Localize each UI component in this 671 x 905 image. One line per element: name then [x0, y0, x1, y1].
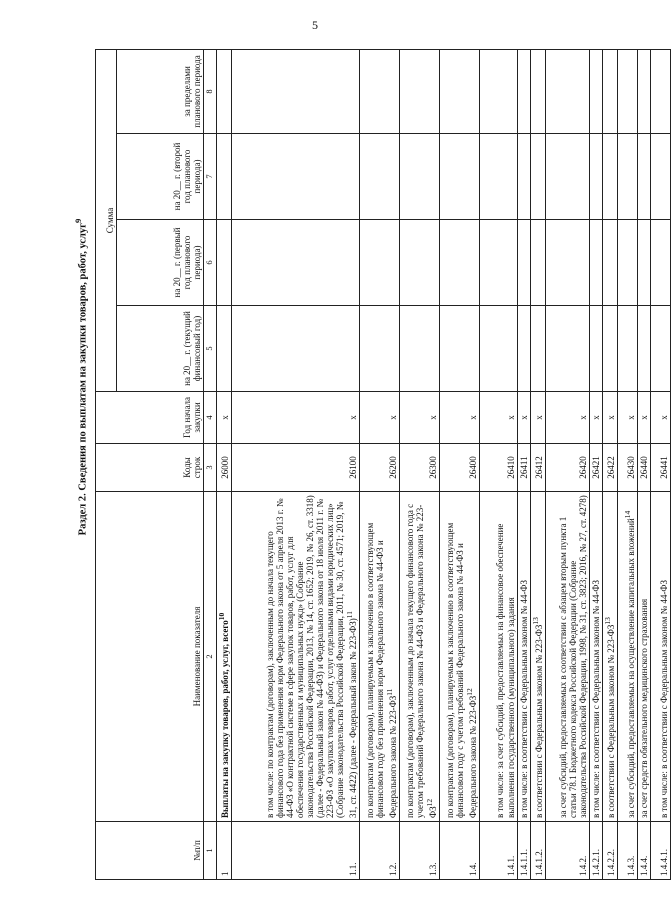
table-row	[637, 49, 650, 879]
row-name	[650, 492, 670, 822]
row-number: 1.3.	[399, 822, 439, 880]
row-year-mark: x	[545, 392, 589, 444]
row-name-text: за счет субсидий, предоставляемых в соответствии с абзацем вторым пункта 1 статьи 78.1 Бюджетного кодекса Российской Федерации (Собрание законодательства Российской Федерации, 1998, № 31, ст. 3823; 2016, № 27, ст. 4278)	[557, 495, 588, 818]
row-sum-cell	[650, 306, 670, 392]
row-code: 26000	[216, 444, 231, 492]
row-name-text: по контрактам (договорам), заключенным до начала текущего финансового года с учетом требований Федерального закона № 44-ФЗ и Федерального закона № 223-ФЗ	[405, 503, 438, 818]
row-name-text: по контрактам (договорам), планируемым к заключению в соответствующем финансовом году с учетом требований Федерального закона № 44-ФЗ и Федерального закона № 223-ФЗ	[445, 522, 478, 818]
row-year-mark: x	[231, 392, 359, 444]
row-name-text: в том числе: за счет субсидий, предоставляемых на финансовое обеспечение выполнения государственного (муниципального) задания	[495, 523, 516, 818]
row-name-text: в том числе: в соответствии с Федеральным законом № 44-ФЗ	[518, 579, 529, 818]
row-sum-cell	[650, 134, 670, 220]
row-number: 1.4.3.	[617, 822, 637, 880]
row-sum-cell	[530, 134, 545, 220]
row-sum-cell	[650, 49, 670, 133]
row-year-mark: x	[359, 392, 399, 444]
row-number: 1.4.4.	[637, 822, 650, 880]
row-code: 26441	[650, 444, 670, 492]
row-sum-cell	[231, 134, 359, 220]
row-name	[231, 492, 359, 822]
section-title	[73, 0, 89, 792]
column-number: 1	[204, 822, 217, 880]
row-name-text: за счет субсидий, предоставляемых на осуществление капитальных вложений	[625, 518, 636, 818]
row-year-mark: x	[517, 392, 530, 444]
row-sum-cell	[359, 306, 399, 392]
row-sum-cell	[439, 49, 479, 133]
row-sum-cell	[545, 49, 589, 133]
table-row	[439, 49, 479, 879]
row-code: 26300	[399, 444, 439, 492]
rotated-table-sheet	[73, 50, 669, 880]
section-title-text: Раздел 2. Сведения по выплатам на закупки товаров, работ, услуг	[77, 223, 89, 536]
row-number: 1.4.2.1.	[589, 822, 602, 880]
row-sum-cell	[399, 220, 439, 306]
row-name-text: в соответствии с Федеральным законом № 223-ФЗ	[533, 624, 544, 818]
row-name	[637, 492, 650, 822]
row-sum-cell	[589, 220, 602, 306]
column-number: 5	[204, 306, 217, 392]
row-name-text: по контрактам (договорам), планируемым к заключению в соответствующем финансовом году без применения норм Федерального закона № 44-ФЗ и Федерального закона № 223-ФЗ	[365, 522, 398, 818]
row-sum-cell	[359, 134, 399, 220]
row-code: 26100	[231, 444, 359, 492]
row-footnote: 14	[622, 510, 632, 519]
row-code: 26440	[637, 444, 650, 492]
row-number: 1.4.1.	[479, 822, 517, 880]
row-sum-cell	[545, 220, 589, 306]
table-row	[399, 49, 439, 879]
row-year-mark: x	[589, 392, 602, 444]
row-code: 26420	[545, 444, 589, 492]
row-year-mark: x	[399, 392, 439, 444]
page-number: 5	[312, 18, 318, 32]
row-sum-cell	[545, 134, 589, 220]
table-body	[216, 49, 670, 879]
row-year-mark: x	[602, 392, 617, 444]
row-name-text: в том числе: в соответствии с Федеральным законом № 44-ФЗ	[590, 579, 601, 818]
row-sum-cell	[359, 220, 399, 306]
row-sum-cell	[439, 220, 479, 306]
header-year: Год начала закупки	[96, 392, 204, 444]
row-sum-cell	[399, 306, 439, 392]
row-footnote: 12	[464, 688, 474, 696]
row-sum-cell	[602, 220, 617, 306]
row-year-mark: x	[216, 392, 231, 444]
table-row	[589, 49, 602, 879]
row-sum-cell	[359, 49, 399, 133]
purchases-table	[95, 49, 671, 880]
row-code: 26410	[479, 444, 517, 492]
row-name	[479, 492, 517, 822]
row-sum-cell	[650, 220, 670, 306]
table-row	[479, 49, 517, 879]
row-code: 26430	[617, 444, 637, 492]
row-name	[545, 492, 589, 822]
row-sum-cell	[216, 306, 231, 392]
column-number: 4	[204, 392, 217, 444]
table-row	[545, 49, 589, 879]
row-sum-cell	[517, 220, 530, 306]
row-sum-cell	[216, 134, 231, 220]
row-sum-cell	[589, 49, 602, 133]
row-year-mark: x	[617, 392, 637, 444]
row-sum-cell	[637, 306, 650, 392]
row-sum-cell	[439, 134, 479, 220]
table-row	[602, 49, 617, 879]
row-sum-cell	[517, 134, 530, 220]
row-name-text: Выплаты на закупку товаров, работ, услуг, всего	[219, 620, 230, 818]
row-sum-cell	[602, 134, 617, 220]
row-sum-cell	[479, 49, 517, 133]
section-title-footnote: 9	[73, 218, 83, 224]
row-sum-cell	[216, 220, 231, 306]
header-beyond-plan: за пределами планового периода	[117, 49, 204, 133]
row-sum-cell	[231, 220, 359, 306]
row-sum-cell	[530, 220, 545, 306]
header-current-year: на 20__ г. (текущий финансовый год)	[117, 306, 204, 392]
row-footnote: 12	[424, 798, 434, 807]
row-footnote: 13	[530, 617, 540, 625]
row-number: 1.4.4.1.	[650, 822, 670, 880]
column-number-row	[204, 49, 217, 879]
row-footnote: 10	[216, 612, 226, 621]
row-name	[399, 492, 439, 822]
row-sum-cell	[589, 306, 602, 392]
row-code: 26400	[439, 444, 479, 492]
row-name	[439, 492, 479, 822]
row-sum-cell	[602, 49, 617, 133]
row-sum-cell	[617, 220, 637, 306]
row-sum-cell	[617, 49, 637, 133]
header-num: №п/п	[96, 822, 204, 880]
row-sum-cell	[231, 306, 359, 392]
row-sum-cell	[530, 306, 545, 392]
row-number: 1.4.2.2.	[602, 822, 617, 880]
row-sum-cell	[399, 49, 439, 133]
row-name-text: в соответствии с Федеральным законом № 223-ФЗ	[605, 624, 616, 818]
row-year-mark: x	[637, 392, 650, 444]
row-number: 1	[216, 822, 231, 880]
column-number: 2	[204, 492, 217, 822]
row-sum-cell	[637, 134, 650, 220]
row-number: 1.4.	[439, 822, 479, 880]
header-name: Наименование показателя	[96, 492, 204, 822]
row-sum-cell	[545, 306, 589, 392]
row-sum-cell	[589, 134, 602, 220]
table-row	[530, 49, 545, 879]
row-sum-cell	[602, 306, 617, 392]
row-sum-cell	[530, 49, 545, 133]
row-sum-cell	[399, 134, 439, 220]
row-code: 26200	[359, 444, 399, 492]
row-sum-cell	[517, 49, 530, 133]
table-row	[650, 49, 670, 879]
row-sum-cell	[617, 306, 637, 392]
row-number: 1.2.	[359, 822, 399, 880]
table-row	[216, 49, 231, 879]
row-name	[530, 492, 545, 822]
row-code: 26412	[530, 444, 545, 492]
row-sum-cell	[517, 306, 530, 392]
header-code: Коды строк	[96, 444, 204, 492]
row-name-text: за счет средств обязательного медицинского страхования	[638, 598, 649, 818]
row-year-mark: x	[479, 392, 517, 444]
table-row	[231, 49, 359, 879]
row-sum-cell	[231, 49, 359, 133]
row-year-mark: x	[650, 392, 670, 444]
row-footnote: 13	[602, 617, 612, 625]
row-name-text: в том числе: в соответствии с Федеральным законом № 44-ФЗ	[658, 579, 669, 818]
table-row	[359, 49, 399, 879]
row-footnote: 11	[384, 688, 394, 696]
row-sum-cell	[479, 134, 517, 220]
row-year-mark: x	[439, 392, 479, 444]
row-code: 26422	[602, 444, 617, 492]
row-sum-cell	[479, 220, 517, 306]
row-code: 26411	[517, 444, 530, 492]
row-name	[602, 492, 617, 822]
header-second-plan-year: на 20__ г. (второй год планового периода)	[117, 134, 204, 220]
column-number: 8	[204, 49, 217, 133]
row-name	[216, 492, 231, 822]
row-number: 1.4.2.	[545, 822, 589, 880]
row-number: 1.1.	[231, 822, 359, 880]
row-sum-cell	[479, 306, 517, 392]
row-name	[589, 492, 602, 822]
row-name	[517, 492, 530, 822]
row-name	[617, 492, 637, 822]
row-name	[359, 492, 399, 822]
row-footnote: 11	[344, 610, 354, 619]
column-number: 6	[204, 220, 217, 306]
row-sum-cell	[617, 134, 637, 220]
row-number: 1.4.1.2.	[530, 822, 545, 880]
table-row	[617, 49, 637, 879]
column-number: 7	[204, 134, 217, 220]
row-sum-cell	[637, 220, 650, 306]
header-sum: Сумма	[96, 49, 117, 391]
row-code: 26421	[589, 444, 602, 492]
row-sum-cell	[216, 49, 231, 133]
row-name-text: в том числе: по контрактам (договорам), заключенным до начала текущего финансового года без применения норм Федерального закона от 5 апреля 2013 г. № 44-ФЗ «О контрактной системе в сфере закупок товаров, работ, услуг для обеспечения государственных и муниципальных нужд» (Собрание законодательства Российской Федерации, 2013, № 14, ст. 1652; 2019, № 26, ст. 3318) (далее - Федеральный закон № 44-ФЗ) и Федерального закона от 18 июля 2011 г. № 223-ФЗ «О закупках товаров, работ, услуг отдельными видами юридических лиц» (Собрание законодательства Российской Федерации, 2011, № 30, ст. 4571; 2019, № 31, ст. 4422) (далее - Федеральный закон № 223-ФЗ)	[264, 495, 358, 818]
column-number: 3	[204, 444, 217, 492]
table-row	[517, 49, 530, 879]
header-first-plan-year: на 20__ г. (первый год планового периода)	[117, 220, 204, 306]
row-sum-cell	[637, 49, 650, 133]
row-number: 1.4.1.1.	[517, 822, 530, 880]
row-sum-cell	[439, 306, 479, 392]
row-year-mark: x	[530, 392, 545, 444]
